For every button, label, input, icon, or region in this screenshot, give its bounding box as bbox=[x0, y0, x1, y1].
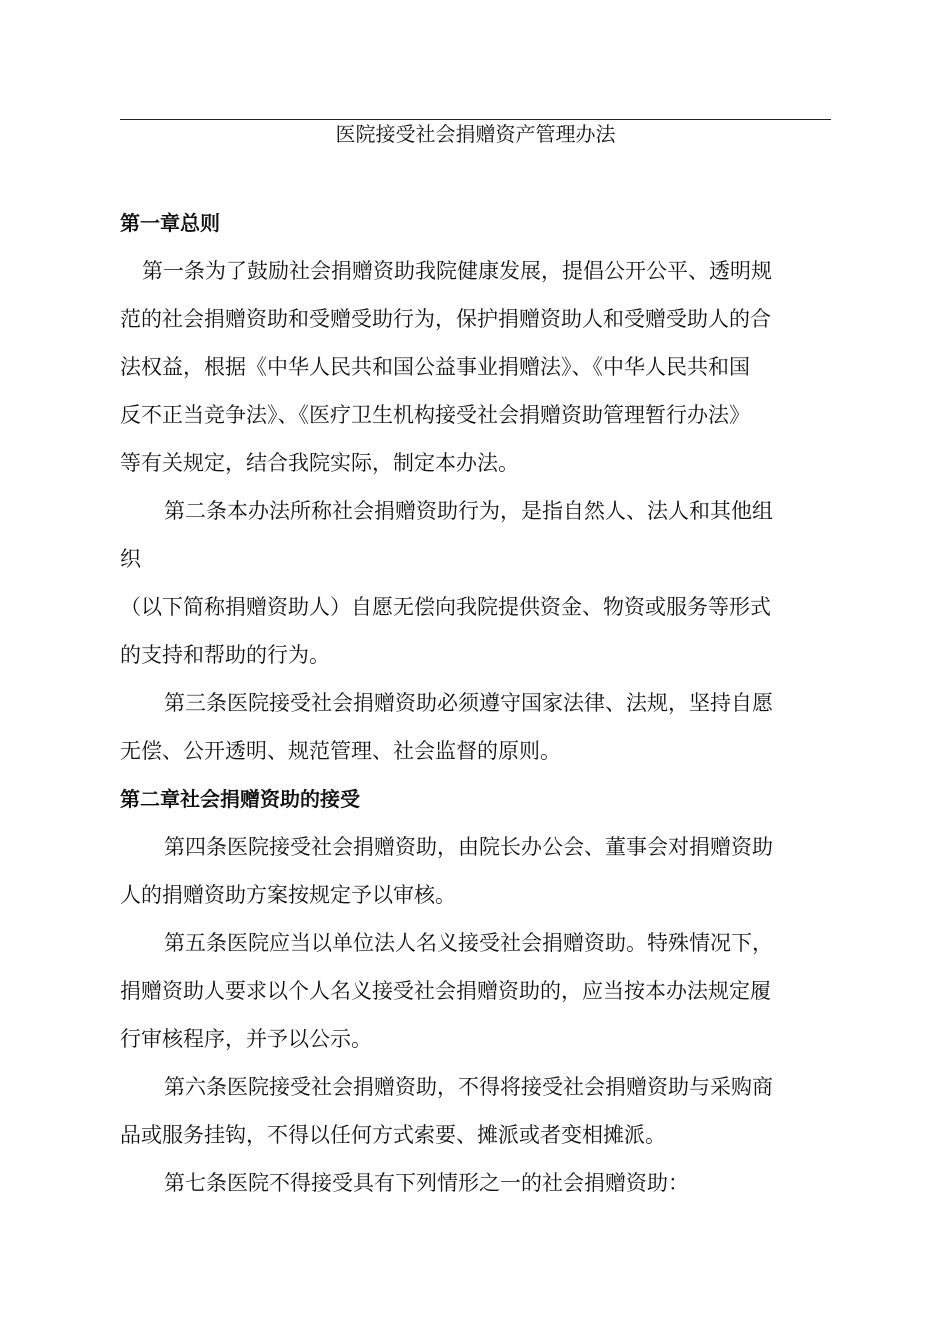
chapter-2-heading: 第二章社会捐赠资助的接受 bbox=[120, 787, 360, 811]
article-4-line: 第四条医院接受社会捐赠资助，由院长办公会、董事会对捐赠资助 bbox=[164, 835, 773, 859]
article-1-line: 范的社会捐赠资助和受赠受助行为，保护捐赠资助人和受赠受助人的合 bbox=[120, 307, 771, 331]
article-1-line: 第一条为了鼓励社会捐赠资助我院健康发展，提倡公开公平、透明规 bbox=[142, 259, 772, 283]
article-5-line: 捐赠资助人要求以个人名义接受社会捐赠资助的，应当按本办法规定履 bbox=[120, 979, 771, 1003]
article-1-line: 法权益，根据《中华人民共和国公益事业捐赠法》、《中华人民共和国 bbox=[120, 355, 750, 379]
article-2-line: 的支持和帮助的行为。 bbox=[120, 643, 330, 667]
article-6-line: 品或服务挂钩，不得以任何方式索要、摊派或者变相摊派。 bbox=[120, 1123, 666, 1147]
article-1-line: 反不正当竞争法》、《医疗卫生机构接受社会捐赠资助管理暂行办法》 bbox=[120, 403, 750, 427]
article-2-line: 第二条本办法所称社会捐赠资助行为，是指自然人、法人和其他组 bbox=[164, 499, 773, 523]
article-5-line: 第五条医院应当以单位法人名义接受社会捐赠资助。特殊情况下， bbox=[164, 931, 773, 955]
article-5-line: 行审核程序，并予以公示。 bbox=[120, 1027, 372, 1051]
article-7-line: 第七条医院不得接受具有下列情形之一的社会捐赠资助： bbox=[164, 1171, 689, 1195]
article-2-line: 织 bbox=[120, 547, 141, 571]
article-6-line: 第六条医院接受社会捐赠资助，不得将接受社会捐赠资助与采购商 bbox=[164, 1075, 773, 1099]
article-4-line: 人的捐赠资助方案按规定予以审核。 bbox=[120, 883, 456, 907]
chapter-1-heading: 第一章总则 bbox=[120, 211, 220, 235]
article-3-line: 第三条医院接受社会捐赠资助必须遵守国家法律、法规，坚持自愿 bbox=[164, 691, 773, 715]
article-3-line: 无偿、公开透明、规范管理、社会监督的原则。 bbox=[120, 739, 561, 763]
article-1-line: 等有关规定，结合我院实际，制定本办法。 bbox=[120, 451, 519, 475]
document-title: 医院接受社会捐赠资产管理办法 bbox=[335, 122, 616, 146]
article-2-line: （以下简称捐赠资助人）自愿无偿向我院提供资金、物资或服务等形式 bbox=[120, 595, 771, 619]
